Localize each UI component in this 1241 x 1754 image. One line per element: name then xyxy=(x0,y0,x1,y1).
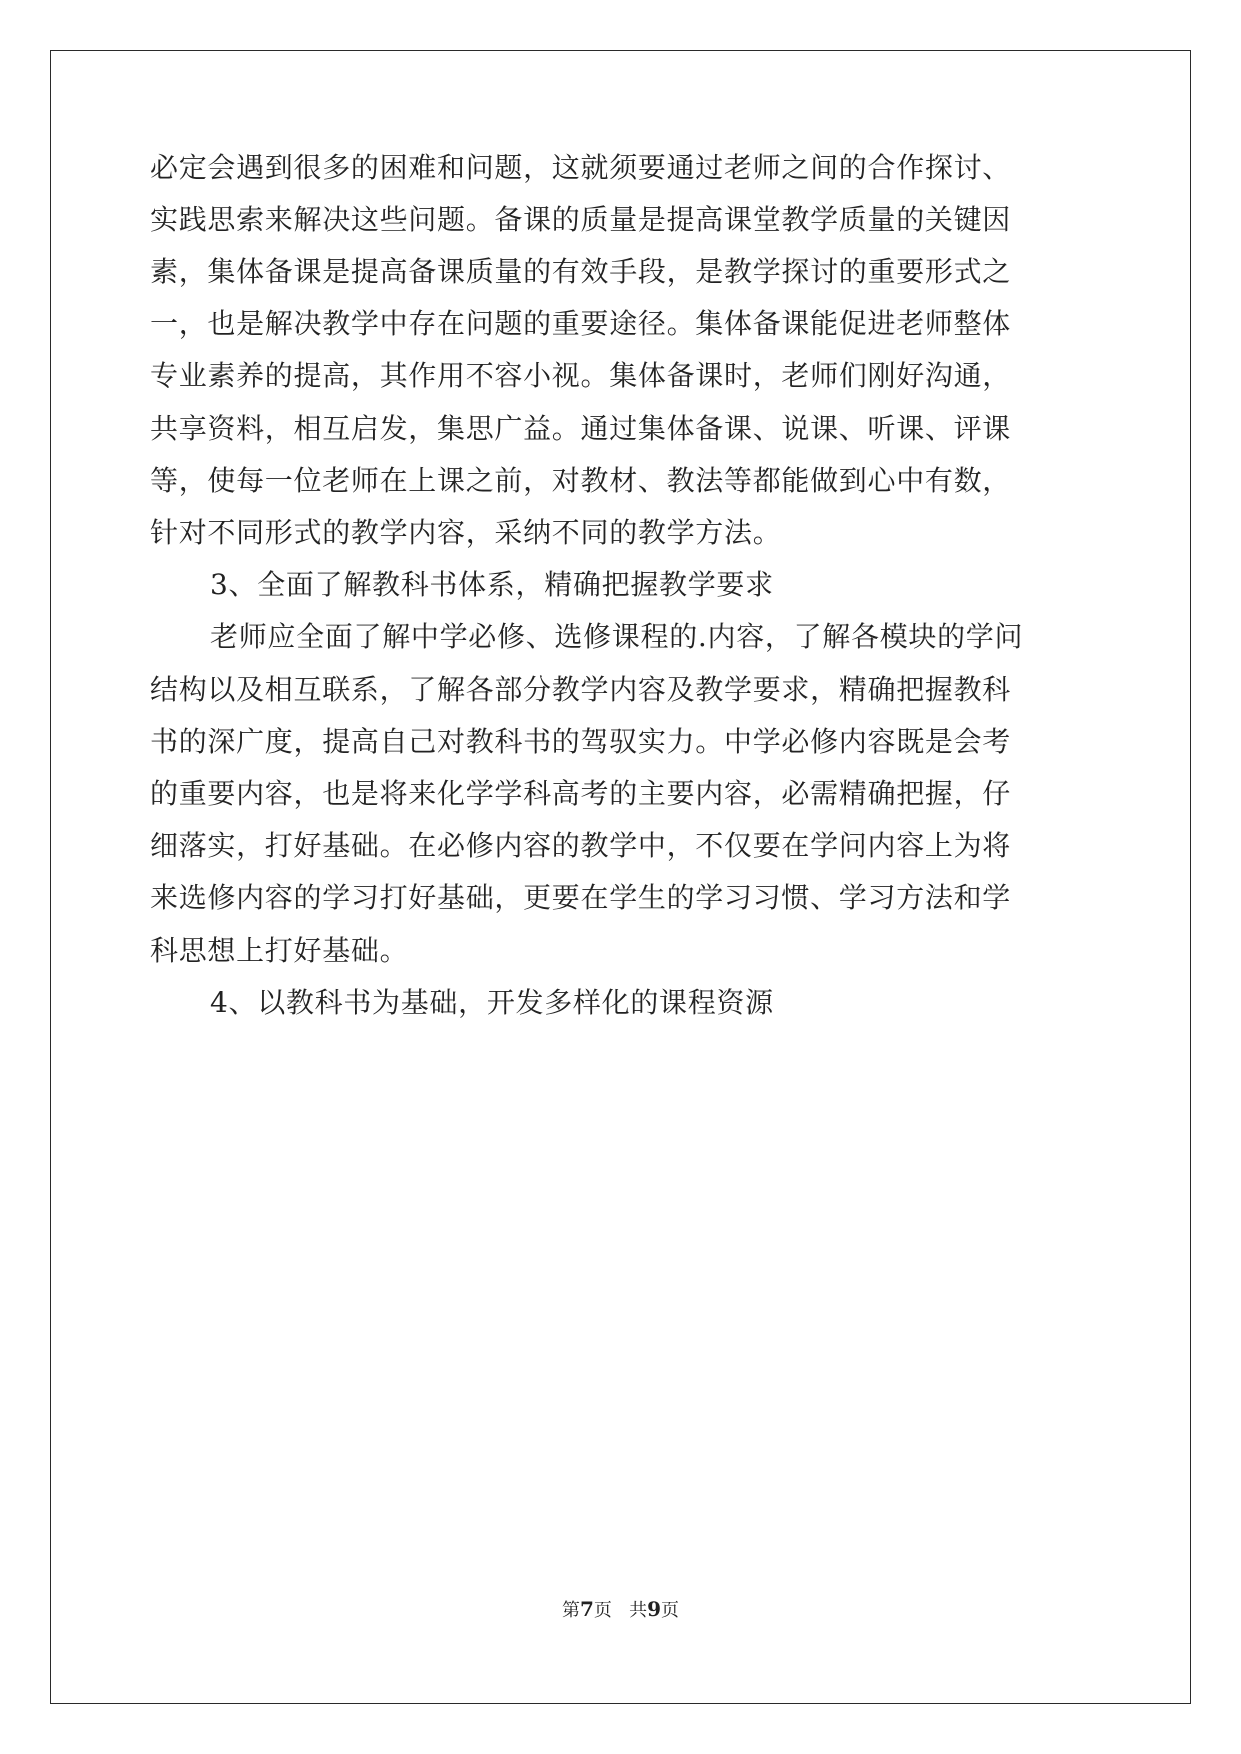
footer-page-total: 9 xyxy=(647,1597,661,1621)
page-footer xyxy=(0,1594,1241,1624)
body-text-line: 结构以及相互联系，了解各部分教学内容及教学要求，精确把握教科 xyxy=(150,673,1012,706)
body-text-line: 细落实，打好基础。在必修内容的教学中，不仅要在学问内容上为将 xyxy=(150,829,1012,862)
page-border xyxy=(50,50,1191,1704)
body-text-line: 必定会遇到很多的困难和问题，这就须要通过老师之间的合作探讨、 xyxy=(150,151,1012,184)
body-text-line: 书的深广度，提高自己对教科书的驾驭实力。中学必修内容既是会考 xyxy=(150,725,1012,758)
body-text-line: 共享资料，相互启发，集思广益。通过集体备课、说课、听课、评课 xyxy=(150,412,1012,445)
body-text-line: 等，使每一位老师在上课之前，对教材、教法等都能做到心中有数， xyxy=(150,464,1012,497)
footer-total-suffix: 页 xyxy=(661,1600,679,1621)
body-text-line: 素，集体备课是提高备课质量的有效手段，是教学探讨的重要形式之 xyxy=(150,255,1012,288)
footer-page-suffix: 页 xyxy=(593,1600,612,1621)
body-text-line: 的重要内容，也是将来化学学科高考的主要内容，必需精确把握，仔 xyxy=(150,777,1012,810)
body-text-line: 实践思索来解决这些问题。备课的质量是提高课堂教学质量的关键因 xyxy=(150,203,1012,236)
footer-page-current: 7 xyxy=(579,1597,594,1621)
body-text-line: 针对不同形式的教学内容，采纳不同的教学方法。 xyxy=(150,516,782,549)
section-heading-4: 4、以教科书为基础，开发多样化的课程资源 xyxy=(210,986,774,1019)
body-text-line: 科思想上打好基础。 xyxy=(150,934,409,967)
section-heading-3: 3、全面了解教科书体系，精确把握教学要求 xyxy=(210,568,774,601)
body-text-line: 一，也是解决教学中存在问题的重要途径。集体备课能促进老师整体 xyxy=(150,307,1012,340)
footer-page-prefix: 第 xyxy=(561,1600,580,1621)
footer-total-prefix: 共 xyxy=(629,1600,648,1621)
body-text-line: 老师应全面了解中学必修、选修课程的.内容，了解各模块的学问 xyxy=(210,620,1024,653)
body-text-line: 专业素养的提高，其作用不容小视。集体备课时，老师们刚好沟通， xyxy=(150,359,1012,392)
body-text-line: 来选修内容的学习打好基础，更要在学生的学习习惯、学习方法和学 xyxy=(150,881,1012,914)
